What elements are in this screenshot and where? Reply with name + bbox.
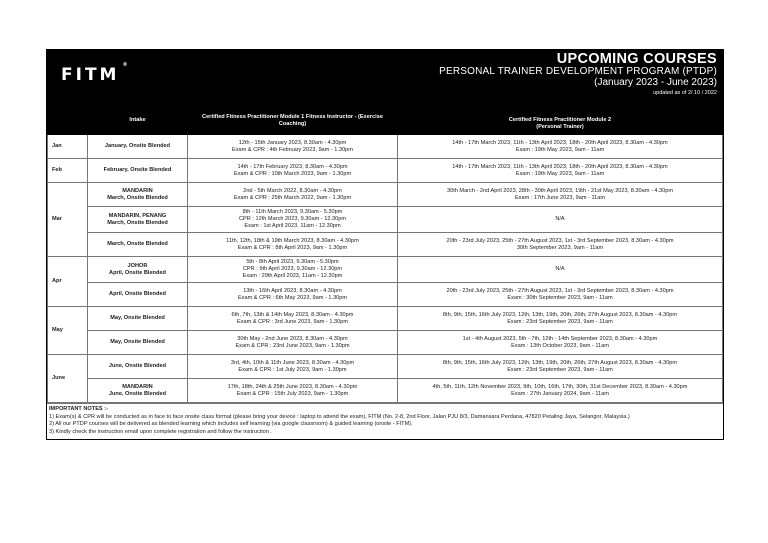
- intake-cell-line: MANDARIN, PENANG: [108, 212, 167, 219]
- module2-cell-line: Exam : 30th September 2023, 9am - 11am: [507, 294, 613, 301]
- module2-cell-line: N/A: [555, 266, 565, 272]
- important-notes: [47, 403, 723, 439]
- schedule-body: [48, 135, 723, 403]
- table-row: [48, 233, 723, 257]
- logo-text: FITM: [61, 65, 120, 85]
- intake-cell-line: February, Onsite Blended: [103, 167, 172, 173]
- month-header: [48, 107, 88, 135]
- module2-cell-line: 20th - 23rd July 2023, 25th - 27th August 2023, 1st - 3rd September 2023, 8.30am - 4.30pm: [446, 287, 674, 294]
- table-row: [48, 207, 723, 233]
- module1-cell: [188, 233, 398, 257]
- intake-cell-line: April, Onsite Blended: [109, 291, 166, 297]
- intake-cell: [88, 355, 188, 379]
- table-row: [48, 355, 723, 379]
- intake-cell: [88, 207, 188, 233]
- module2-cell-line: 8th, 9th, 15th, 16th July 2023, 12th, 13th, 19th, 20th, 26th, 27th August 2023, 8.30am - 4.30pm: [442, 359, 678, 366]
- module1-cell-line: 8th - 11th March 2023, 9.30am - 5.30pm: [242, 209, 343, 215]
- module1-cell: [188, 159, 398, 183]
- module2-cell-line: 14th - 17th March 2023, 11th - 13th April 2023, 18th - 20th April 2023, 8.30am - 4.30pm: [452, 163, 668, 170]
- module2-cell-line: 14th - 17th March 2023, 11th - 13th April 2023, 18th - 20th April 2023, 8.30am - 4.30pm: [452, 139, 668, 146]
- table-row: [48, 183, 723, 207]
- module1-cell: [188, 379, 398, 403]
- note-item: 2) All our PTDP courses will be delivered as blended learning which includes self learning (via google classroom) & guided learning (onsite - FITM).: [49, 421, 413, 428]
- module1-cell-line: Exam & CPR : 4th February 2023, 9am - 1.30pm: [232, 146, 353, 153]
- module2-cell-line: Exam : 17th June 2023, 9am - 11am: [514, 194, 606, 201]
- module2-cell: [398, 257, 723, 283]
- module2-title: Certified Fitness Practitioner Module 2: [508, 117, 612, 123]
- intake-cell: [88, 331, 188, 355]
- program-subtitle: PERSONAL TRAINER DEVELOPMENT PROGRAM (PTDP): [439, 66, 717, 77]
- module2-cell: [398, 283, 723, 307]
- intake-cell: [88, 183, 188, 207]
- module2-cell-line: Exam : 23rd September 2023, 9am - 11am: [507, 366, 613, 373]
- intake-header: Intake: [88, 107, 188, 135]
- module1-cell: [188, 135, 398, 159]
- module1-cell-line: Exam & CPR : 25th March 2022, 9am - 1.30pm: [233, 194, 352, 201]
- module2-cell: [398, 233, 723, 257]
- table-row: [48, 283, 723, 307]
- module2-cell-line: Exam : 27th January 2024, 9am - 11am: [511, 390, 609, 397]
- table-row: [48, 257, 723, 283]
- module1-cell: [188, 331, 398, 355]
- module2-cell-line: N/A: [555, 216, 565, 222]
- schedule-sheet: [46, 49, 724, 440]
- header-titles: [439, 52, 717, 98]
- module1-cell: [188, 307, 398, 331]
- table-row: [48, 159, 723, 183]
- module2-cell-line: 20th - 23rd July 2023, 25th - 27th August 2023, 1st - 3rd September 2023, 8.30am - 4.30pm: [446, 237, 674, 244]
- table-row: [48, 331, 723, 355]
- module1-cell: [188, 183, 398, 207]
- intake-cell-line: MANDARIN: [122, 383, 153, 390]
- module2-cell-line: 1st - 4th August 2023, 5th - 7th, 12th - 14th September 2023, 8.30am - 4.30pm: [462, 335, 658, 342]
- intake-cell-line: MANDARIN: [122, 187, 153, 194]
- table-row: [48, 135, 723, 159]
- module2-subtitle: (Personal Trainer): [536, 124, 584, 130]
- module1-cell-line: 17th, 18th, 24th & 25th June 2023, 8.30am - 4.30pm: [227, 383, 358, 390]
- header-banner: [47, 50, 723, 106]
- schedule-notice: *If you cannot meet the planned schedule within the intake, please contact us: [539, 107, 717, 113]
- intake-cell: [88, 307, 188, 331]
- intake-cell-line: January, Onsite Blended: [104, 143, 171, 149]
- module2-cell: [398, 355, 723, 379]
- module1-cell-line: 12th - 15th January 2023, 8.30am - 4.30pm: [238, 139, 347, 146]
- intake-cell-line: June, Onsite Blended: [108, 390, 167, 397]
- module1-cell-line: Exam : 1st April 2023, 11am - 12.30pm: [244, 223, 341, 229]
- module1-header: Certified Fitness Practitioner Module 1 Fitness Instructor - (Exercise Coaching): [188, 107, 398, 135]
- module2-cell: [398, 331, 723, 355]
- intake-cell-line: April, Onsite Blended: [109, 269, 166, 276]
- module1-cell: [188, 355, 398, 379]
- module1-cell-line: CPR : 12th March 2023, 9.30am - 12.30pm: [239, 216, 346, 222]
- intake-cell-line: JOHOR: [127, 262, 148, 269]
- month-cell: Jan: [48, 135, 88, 159]
- module1-cell-line: 30th May - 2nd June 2023, 8.30am - 4.30pm: [237, 335, 348, 342]
- intake-cell-line: May, Onsite Blended: [110, 339, 165, 345]
- module1-cell: [188, 207, 398, 233]
- month-cell: Apr: [48, 257, 88, 307]
- module2-cell-line: Exam : 19th May 2023, 9am - 11am: [515, 170, 605, 177]
- module2-cell-line: 4th, 5th, 11th, 12th November 2023, 9th, 10th, 16th, 17th, 30th, 31st December 2023, 8.30am - 4.30pm: [432, 383, 688, 390]
- module1-cell-line: 3rd, 4th, 10th & 11th June 2023, 8.30am - 4.30pm: [230, 359, 355, 366]
- module1-cell-line: Exam & CPR : 6th May 2023, 9am - 1.30pm: [237, 294, 348, 301]
- module1-cell-line: 2nd - 5th March 2022, 8.30am - 4.30pm: [243, 187, 342, 194]
- module1-cell-line: Exam & CPR : 3rd June 2023, 9am - 1.30pm: [237, 318, 348, 325]
- module1-cell-line: Exam & CPR : 15th July 2023, 9am - 1.30pm: [236, 390, 349, 397]
- month-cell: June: [48, 355, 88, 403]
- module1-cell-line: 6th, 7th, 13th & 14th May 2023, 8.30am - 4.30pm: [231, 311, 354, 318]
- module2-cell: [398, 207, 723, 233]
- intake-cell-line: March, Onsite Blended: [107, 219, 168, 226]
- module1-cell-line: 13th - 16th April 2023, 8.30am - 4.30pm: [243, 287, 342, 294]
- module1-cell-line: 5th - 8th April 2023, 9.30am - 5.30pm: [246, 259, 339, 265]
- module1-cell-line: Exam & CPR : 23rd June 2023, 9am - 1.30pm: [235, 342, 350, 349]
- intake-cell: [88, 233, 188, 257]
- module2-cell: [398, 379, 723, 403]
- intake-cell: [88, 257, 188, 283]
- table-row: [48, 307, 723, 331]
- module1-cell-line: Exam & CPR : 8th April 2023, 9am - 1.30pm: [237, 244, 348, 251]
- month-cell: Feb: [48, 159, 88, 183]
- module2-cell: [398, 183, 723, 207]
- intake-cell-line: May, Onsite Blended: [110, 315, 165, 321]
- module2-cell: [398, 159, 723, 183]
- intake-cell: [88, 283, 188, 307]
- module1-cell-line: Exam : 29th April 2023, 11am - 12.30pm: [242, 273, 343, 279]
- module1-cell-line: Exam & CPR : 1st July 2023, 9am - 1.30pm: [238, 366, 347, 373]
- module2-cell-line: Exam : 13th October 2023, 9am - 11am: [511, 342, 609, 349]
- intake-cell: [88, 159, 188, 183]
- note-item: 3) Kindly check the instruction email upon complete registration and follow the instruction .: [49, 428, 272, 435]
- intake-cell: [88, 135, 188, 159]
- module1-cell-line: 14th - 17th February 2023, 8.30am - 4.30pm: [237, 163, 348, 170]
- module1-cell: [188, 257, 398, 283]
- intake-cell-line: June, Onsite Blended: [108, 363, 167, 369]
- table-row: [48, 379, 723, 403]
- registered-mark: ®: [122, 62, 128, 68]
- module1-cell-line: CPR : 9th April 2023, 9.30am - 12.30pm: [242, 266, 343, 272]
- intake-cell-line: March, Onsite Blended: [107, 194, 168, 201]
- module1-cell-line: Exam & CPR : 10th March 2023, 9am - 1.30pm: [233, 170, 352, 177]
- module2-cell-line: 30th September 2023, 9am - 11am: [516, 244, 604, 251]
- module2-cell: [398, 307, 723, 331]
- module2-cell: [398, 135, 723, 159]
- month-cell: May: [48, 307, 88, 355]
- intake-cell: [88, 379, 188, 403]
- note-item: 1) Exam(s) & CPR will be conducted as in face to face onsite class format (please bring your device : laptop to attend the exam), FITM (No. 2-8, 2nd Floor, Jalan PJU 8/3, Damansara Perdana, 47820 Petaling Jaya, Selangor, Malaysia.): [49, 413, 630, 420]
- module1-cell: [188, 283, 398, 307]
- program-period: (January 2023 - June 2023): [594, 77, 717, 88]
- course-schedule-table: [47, 106, 723, 403]
- page-title: UPCOMING COURSES: [556, 51, 717, 67]
- updated-date: updated as of 2/ 10 / 2022: [653, 90, 717, 96]
- module2-cell-line: Exam : 19th May 2023, 9am - 11am: [515, 146, 605, 153]
- module1-cell-line: 11th, 12th, 18th & 19th March 2023, 8.30am - 4.30pm: [226, 237, 359, 244]
- fitm-logo: [61, 62, 128, 85]
- module2-cell-line: 30th March - 2nd April 2023, 28th - 30th April 2023, 19th - 21st May 2023, 8.30am - 4.30pm: [446, 187, 674, 194]
- intake-cell-line: March, Onsite Blended: [107, 241, 168, 247]
- month-cell: Mar: [48, 183, 88, 257]
- module2-cell-line: 8th, 9th, 15th, 16th July 2023, 12th, 13th, 19th, 20th, 26th, 27th August 2023, 8.30am - 4.30pm: [442, 311, 678, 318]
- notes-heading: IMPORTANT NOTES :-: [49, 406, 108, 412]
- module2-cell-line: Exam : 23rd September 2023, 9am - 11am: [507, 318, 613, 325]
